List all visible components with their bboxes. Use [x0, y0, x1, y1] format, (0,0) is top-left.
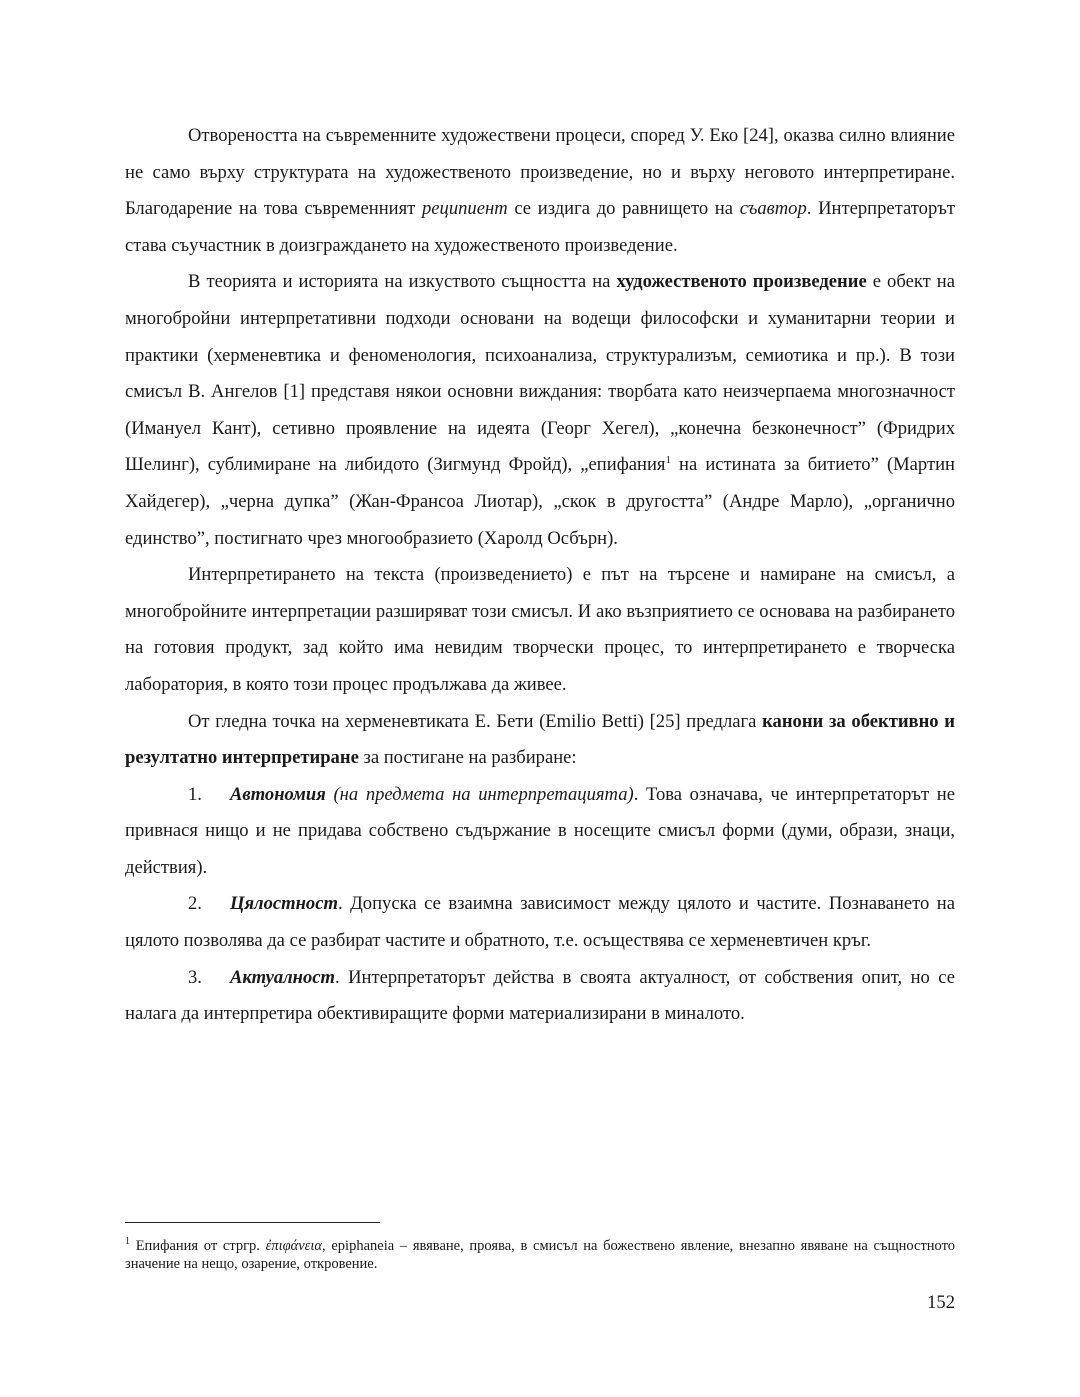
footnote: $^1$ Епифания от стргр. ἐπιφάνεια, epiphaneia – явяване, проява, в смисъл на божествено явление, внезапно явяване на същностното значение на нещо, озарение, откровение. [125, 1236, 955, 1272]
list-number: 3. [188, 966, 202, 988]
footnote-reference[interactable]: 1 [665, 454, 671, 467]
list-term: Актуалност [230, 966, 336, 988]
footnote-divider [125, 1222, 380, 1223]
term-artwork: художественото произведение [616, 271, 867, 293]
list-item-autonomy: 1. Автономия (на предмета на интерпретацията). Това означава, че интерпретаторът не привнася нищо и не придава собствено съдържание в носещите смисъл форми (думи, образи, знаци, действия). [125, 777, 955, 887]
greek-word: ἐπιφάνεια [265, 1237, 323, 1254]
page-number: 152 [927, 1292, 955, 1313]
list-term-note: (на предмета на интерпретацията) [325, 783, 634, 805]
paragraph-4: От гледна точка на херменевтиката Е. Бети (Emilio Betti) [25] предлага канони за обективно и резултатно интерпретиране за постигане на разбиране: [125, 710, 956, 769]
list-number: 2. [188, 893, 202, 915]
list-item-actuality: 3. Актуалност. Интерпретаторът действа в своята актуалност, от собствения опит, но се налага да интерпретира обективиращите форми материализирани в миналото. [125, 960, 955, 1033]
paragraph-3: Интерпретирането на текста (произведението) е път на търсене и намиране на смисъл, а многобройните интерпретации разширяват този смисъл. И ако възприятието се основава на разбирането на готовия продукт, зад който има невидим творчески процес, то интерпретирането е творческа лаборатория, в която този процес продължава да живее. [125, 564, 955, 695]
list-item-integrity: 2. Цялостност. Допуска се взаимна зависимост между цялото и частите. Познаването на цялото позволява да се разбират частите и обратното, т.е. осъществява се херменевтичен кръг. [125, 886, 955, 959]
paragraph-1: Отвореността на съвременните художествени процеси, според У. Еко [24], оказва силно влияние не само върху структурата на художественото произведение, но и върху неговото интерпретиране. Благодарение на това съвременният реципиент се издига до равнището на съавтор. Интерпретаторът става съучастник в доизграждането на художественото произведение. [125, 125, 955, 256]
term-recipient: реципиент [421, 198, 508, 220]
footnote-marker: 1 [125, 1236, 130, 1247]
paragraph-2: В теорията и историята на изкуството същността на художественото произведение е обект на многобройни интерпретативни подходи основани на водещи философски и хуманитарни теории и практики (херменевтика и феноменология, психоанализа, структурализъм, семиотика и пр.). В този смисъл В. Ангелов [1] представя някои основни виждания: творбата като неизчерпаема многозначност (Имануел Кант), сетивно проявление на идеята (Георг Хегел), „конечна безконечност” (Фридрих Шелинг), сублимиране на либидото (Зигмунд Фройд), „епифания$^1$ на истината за битието” (Мартин Хайдегер), „черна дупка” (Жан-Франсоа Лиотар), „скок в другостта” (Андре Марло), „органично единство”, постигнато чрез многообразието (Харолд Осбърн). [125, 271, 955, 549]
list-number: 1. [188, 783, 202, 805]
term-coauthor: съавтор [739, 198, 807, 220]
list-term: Автономия [230, 783, 326, 805]
term-canons: канони за обективно и резултатно интерпретиране [125, 710, 956, 769]
body-text [125, 118, 955, 1033]
list-term: Цялостност [230, 893, 338, 915]
